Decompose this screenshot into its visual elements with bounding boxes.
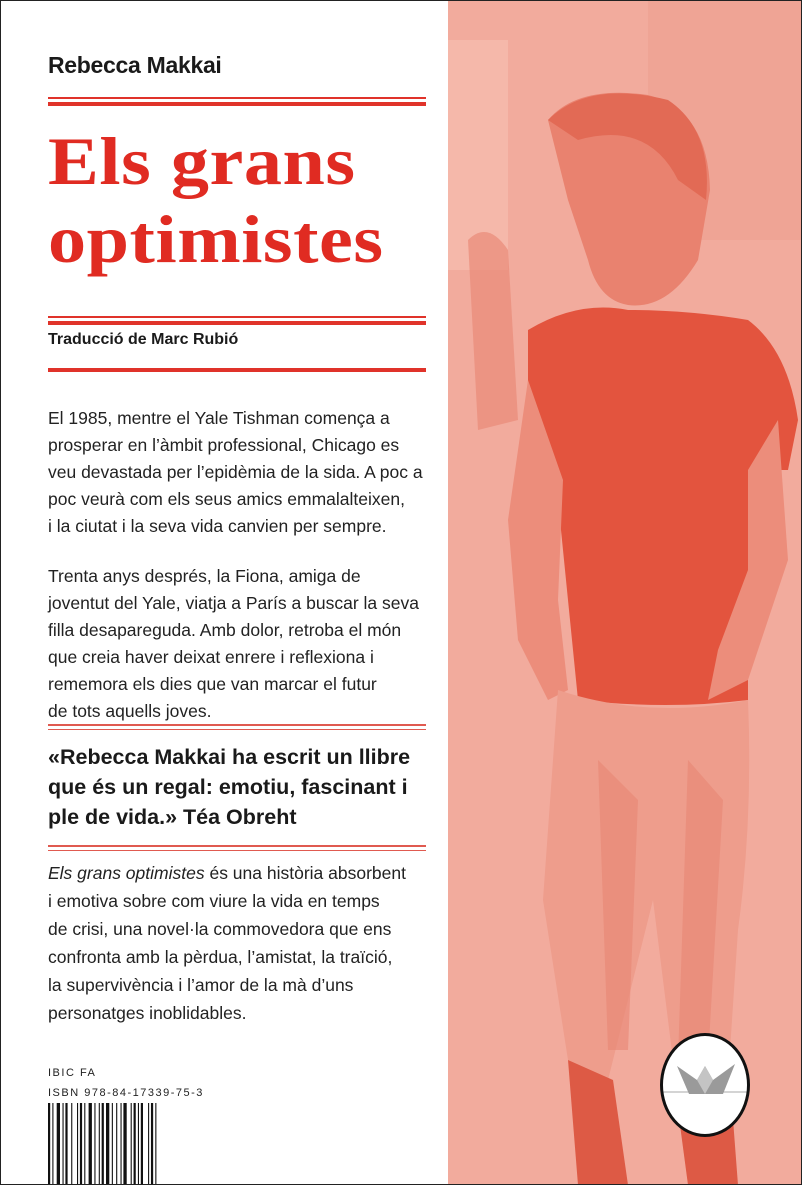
text-line: i la ciutat i la seva vida canvien per sempre. [48, 516, 387, 536]
barcode-bar [123, 1103, 126, 1185]
blurb-quote [48, 742, 410, 832]
text-line: de tots aquells joves. [48, 701, 212, 721]
text-line: poc veurà com els seus amics emmalalteixen, [48, 489, 405, 509]
barcode-bar [99, 1103, 100, 1185]
text-line [48, 859, 406, 887]
text-line: personatges inoblidables. [48, 1003, 247, 1023]
barcode-bar [71, 1103, 72, 1185]
photo-figure [448, 0, 802, 1185]
text-line: confronta amb la pèrdua, l’amistat, la traïció, [48, 947, 393, 967]
barcode-bar [106, 1103, 109, 1185]
title-italic: Els grans optimistes [48, 863, 205, 883]
text-line: rememora els dies que van marcar el futur [48, 674, 377, 694]
text-line: ple de vida.» Téa Obreht [48, 805, 297, 829]
cover-photo [448, 0, 802, 1185]
barcode-bar [57, 1103, 60, 1185]
barcode-bar [48, 1103, 50, 1185]
barcode-bar [138, 1103, 139, 1185]
barcode-bar [94, 1103, 95, 1185]
text-line: i emotiva sobre com viure la vida en temps [48, 891, 380, 911]
text-line: prosperar en l’àmbit professional, Chicago es [48, 435, 400, 455]
barcode-bar [148, 1103, 149, 1185]
barcode-bar [131, 1103, 132, 1185]
quote-rule-top [48, 724, 426, 730]
barcode-bar [134, 1103, 136, 1185]
barcode-bar [102, 1103, 104, 1185]
text-line: veu devastada per l’epidèmia de la sida. A poc a [48, 462, 423, 482]
barcode-bar [84, 1103, 85, 1185]
title-line: optimistes [48, 201, 384, 277]
publisher-logo [660, 1033, 750, 1137]
barcode-bar [155, 1103, 156, 1185]
title-line: Els grans [48, 123, 356, 199]
translator-credit: Traducció de Marc Rubió [48, 331, 239, 348]
text-line: filla desapareguda. Amb dolor, retroba el món [48, 620, 402, 640]
barcode-bar [121, 1103, 122, 1185]
barcode-bar [80, 1103, 82, 1185]
isbn-number: ISBN 978-84-17339-75-3 [48, 1087, 204, 1099]
barcode-bar [151, 1103, 153, 1185]
paper-boat-icon [663, 1036, 747, 1134]
text-line: que és un regal: emotiu, fascinant i [48, 775, 408, 799]
barcode-bar [65, 1103, 67, 1185]
book-title [48, 122, 384, 278]
barcode-bar [63, 1103, 64, 1185]
barcode-bar [141, 1103, 143, 1185]
text-line: que creia haver deixat enrere i reflexiona i [48, 647, 374, 667]
single-rule [48, 368, 426, 372]
double-rule [48, 316, 426, 325]
barcode-bar [77, 1103, 78, 1185]
ibic-code: IBIC FA [48, 1067, 97, 1079]
barcode-bar [89, 1103, 92, 1185]
text-line: «Rebecca Makkai ha escrit un llibre [48, 745, 411, 769]
text-line: de crisi, una novel·la commovedora que ens [48, 919, 392, 939]
closing-paragraph [48, 859, 406, 1027]
barcode [48, 1103, 190, 1185]
barcode-bar [116, 1103, 117, 1185]
text-line: Trenta anys després, la Fiona, amiga de [48, 566, 361, 586]
author-name: Rebecca Makkai [48, 52, 222, 78]
text-line: la supervivència i l’amor de la mà d’uns [48, 975, 354, 995]
text-line: joventut del Yale, viatja a París a buscar la seva [48, 593, 419, 613]
text-line: El 1985, mentre el Yale Tishman comença a [48, 408, 390, 428]
barcode-bar [112, 1103, 113, 1185]
text-fragment: és una història absorbent [204, 863, 406, 883]
barcode-bar [52, 1103, 53, 1185]
quote-rule-bottom [48, 845, 426, 851]
synopsis-paragraph-2 [48, 563, 419, 725]
synopsis-paragraph-1 [48, 405, 423, 540]
double-rule [48, 97, 426, 106]
